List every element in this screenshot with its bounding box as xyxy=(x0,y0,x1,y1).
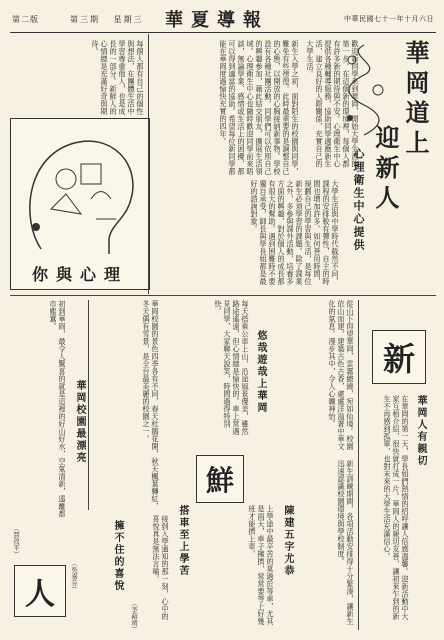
article-left-edge: 初到華岡，最令人驚喜的就是這裡的好山好水，空氣清新，遠離都市塵囂。 xyxy=(49,300,67,518)
section-label-fresh: 鮮 xyxy=(196,455,244,503)
headline-e: 搭車至上學苦 xyxy=(177,505,188,577)
article-a-body: 在華岡的第一天，學長姐們熱情的招呼讓人倍感溫馨。迎新活動中大家互相介紹，很快就打成一片。華岡人的親切友善，讓初來乍到的新生不再感到孤單，也對未來的大學生活充滿信心。 xyxy=(383,395,410,620)
section-label-people: 人 xyxy=(14,565,66,617)
article-mid-center: 每天搭乘公車上山，沿途風景優美，雖然路途遙遠，但心情總是愉快的。車上常遇見同學，大家聊天說笑，時間過得特別快。 xyxy=(214,300,250,435)
feature-heading: 你與心理 xyxy=(31,265,128,284)
psychology-illustration xyxy=(10,118,150,290)
issue-info: 第三期 星期三 xyxy=(70,15,144,24)
lead-article-body-mid: 大學生活與中學時代截然不同，課程的安排較有彈性，自主的時間也增加許多。如何善用時間，規劃自己的學習與生活，是每位新生必須學習的課題。除了課業之外，多參與課外活動，培養多方面的興趣，對於個人的成長都有很大的幫助。遇到困難時不要獨自承受，師長與學長姐都是最好的諮詢對象。 xyxy=(250,180,340,285)
column-rule xyxy=(358,300,359,630)
column-rule xyxy=(148,34,149,294)
byline-b: （李藉靖） xyxy=(130,600,138,633)
byline-c: （吳嘉芬） xyxy=(70,560,78,593)
headline-b: 華岡校園最漂亮 xyxy=(74,380,85,464)
page-number: 第二版 xyxy=(12,15,39,24)
lead-title-line1: 華岡道上 xyxy=(401,40,430,160)
lead-article-body-top: 新生入學之初，面對陌生的校園與同學，難免有些徬徨。此時最重要的是調整自己的心態，以開放的心胸接納新事物。學校設有各種社團活動，同學們可以依照自己的興趣參加，藉此結交朋友，擴展生活領域。心理衛生中心也隨時歡迎同學前來晤談，無論學業、感情或生活上的困擾，都可以得到適當的協助。希望每位新同學都能在華岡度過愉快充實的四年。 xyxy=(219,40,300,175)
lead-article-body-right: 歡迎新同學來到華岡，開始大學生涯的第一步。在這個新的環境裡，每個人都有許多新的期待與不安。心理衛生中心提供各種輔導服務，協助同學適應新生活，建立良好的人際關係，充實自己的大學生活。 xyxy=(306,40,360,168)
headline-d: 擁不住的喜悅 xyxy=(112,520,123,592)
left-column-body: 每個人都有自己的個性與想法，在團體生活中學習尊重他人，也是成長的一部分。新鮮人的心情總是充滿好奇與期待。 xyxy=(91,40,145,115)
article-left-mid: 華岡校園的景色四季各有不同，春天杜鵑花開，秋天楓葉轉紅，冬天偶有雪景，是全台最美麗的校園之一。 xyxy=(142,300,160,510)
article-lower-right: 新生訓練期間，各項活動安排得十分緊湊，讓新生迅速認識校園環境與學校制度。 xyxy=(337,460,355,625)
headline-c: 悠哉遊哉上華岡 xyxy=(255,330,266,414)
article-mid-right: 從山下仰望華岡，雲霧繚繞，宛如仙境。校園依山而建，建築古色古香，處處洋溢著中華文化的氣息。漫步其中，令人心曠神怡。 xyxy=(328,300,355,450)
issue-date: 中華民國七十一年十月六日 xyxy=(344,15,434,23)
byline-a: （賈孜平） xyxy=(12,525,20,558)
paper-title: 華夏導報 xyxy=(165,10,269,31)
headline-f: 陳建五字尤恭 xyxy=(282,505,293,577)
lead-title-line2: 迎新人 xyxy=(371,125,400,215)
head-silhouette-icon xyxy=(11,119,149,259)
section-label-new: 新 xyxy=(372,330,426,384)
section-divider xyxy=(10,295,436,296)
article-lower-center: 上學途中最辛苦的莫過於等車，尤其是雨天，車子擁擠，常常要等上好幾班才能擠上車。 xyxy=(248,505,275,625)
column-rule xyxy=(88,300,89,510)
headline-a: 華岡人有親切 xyxy=(415,395,426,467)
article-left-lower: 接到入學通知的那一刻，心中的喜悅真是無法言喻。 xyxy=(152,515,170,620)
masthead xyxy=(10,6,436,33)
lead-subtitle: 心理衛生中心提供 xyxy=(352,148,365,252)
